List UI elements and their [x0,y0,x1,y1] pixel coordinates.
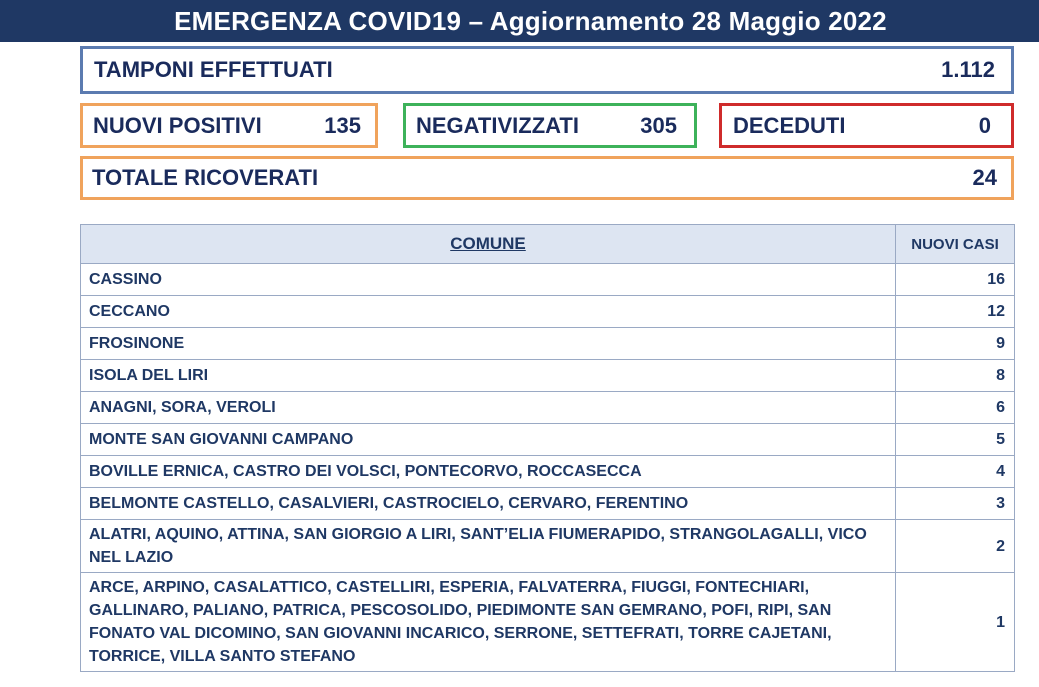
cell-comune: BOVILLE ERNICA, CASTRO DEI VOLSCI, PONTECORVO, ROCCASECCA [81,456,896,488]
cell-comune: ANAGNI, SORA, VEROLI [81,392,896,424]
cell-nuovi-casi: 4 [896,456,1015,488]
cell-comune: FROSINONE [81,328,896,360]
table-row [81,360,1015,392]
cell-comune: CECCANO [81,296,896,328]
cell-nuovi-casi: 2 [896,520,1015,573]
cell-nuovi-casi: 16 [896,264,1015,296]
cell-nuovi-casi: 6 [896,392,1015,424]
stat-deceduti-value: 0 [978,112,991,138]
page-title: EMERGENZA COVID19 – Aggiornamento 28 Maggio 2022 [174,5,887,36]
cell-comune: MONTE SAN GIOVANNI CAMPANO [81,424,896,456]
table-row [81,456,1015,488]
stat-ricoverati-value: 24 [972,165,997,190]
table-row [81,264,1015,296]
stat-totale-ricoverati [80,156,1014,200]
cell-comune: ALATRI, AQUINO, ATTINA, SAN GIORGIO A LIRI, SANT’ELIA FIUMERAPIDO, STRANGOLAGALLI, VICO NEL LAZIO [81,520,896,573]
stat-deceduti-label: DECEDUTI [733,112,846,138]
table-row [81,328,1015,360]
table-row [81,488,1015,520]
table-row [81,573,1015,672]
cell-nuovi-casi: 12 [896,296,1015,328]
cell-nuovi-casi: 8 [896,360,1015,392]
column-header-nuovi-casi: NUOVI CASI [896,225,1015,264]
cell-nuovi-casi: 5 [896,424,1015,456]
stat-positivi-label: NUOVI POSITIVI [93,112,262,138]
stat-negativizzati-value: 305 [640,112,677,138]
table-row [81,424,1015,456]
cell-comune: CASSINO [81,264,896,296]
stat-deceduti [719,103,1014,148]
cell-nuovi-casi: 9 [896,328,1015,360]
cell-nuovi-casi: 3 [896,488,1015,520]
casi-table-container [80,224,1014,672]
table-row [81,520,1015,573]
stat-negativizzati [403,103,697,148]
stat-ricoverati-label: TOTALE RICOVERATI [92,165,319,190]
table-header-row [81,225,1015,264]
header-banner [0,0,1039,42]
stat-nuovi-positivi [80,103,378,148]
cell-comune: ISOLA DEL LIRI [81,360,896,392]
cell-nuovi-casi: 1 [896,573,1015,672]
table-row [81,296,1015,328]
cell-comune: ARCE, ARPINO, CASALATTICO, CASTELLIRI, ESPERIA, FALVATERRA, FIUGGI, FONTECHIARI, GALLINARO, PALIANO, PATRICA, PESCOSOLIDO, PIEDIMONTE SAN GEMRANO, POFI, RIPI, SAN FONATO VAL DICOMINO, SAN GIOVANNI INCARICO, SERRONE, SETTEFRATI, TORRE CAJETANI, TORRICE, VILLA SANTO STEFANO [81,573,896,672]
column-header-comune: COMUNE [81,225,896,264]
stat-tamponi-value: 1.112 [941,57,995,82]
casi-per-comune-table [80,224,1015,672]
stat-negativizzati-label: NEGATIVIZZATI [416,112,579,138]
cell-comune: BELMONTE CASTELLO, CASALVIERI, CASTROCIELO, CERVARO, FERENTINO [81,488,896,520]
stat-tamponi-label: TAMPONI EFFETTUATI [94,57,333,82]
stat-tamponi-effettuati [80,46,1014,94]
table-row [81,392,1015,424]
stat-positivi-value: 135 [324,112,361,138]
